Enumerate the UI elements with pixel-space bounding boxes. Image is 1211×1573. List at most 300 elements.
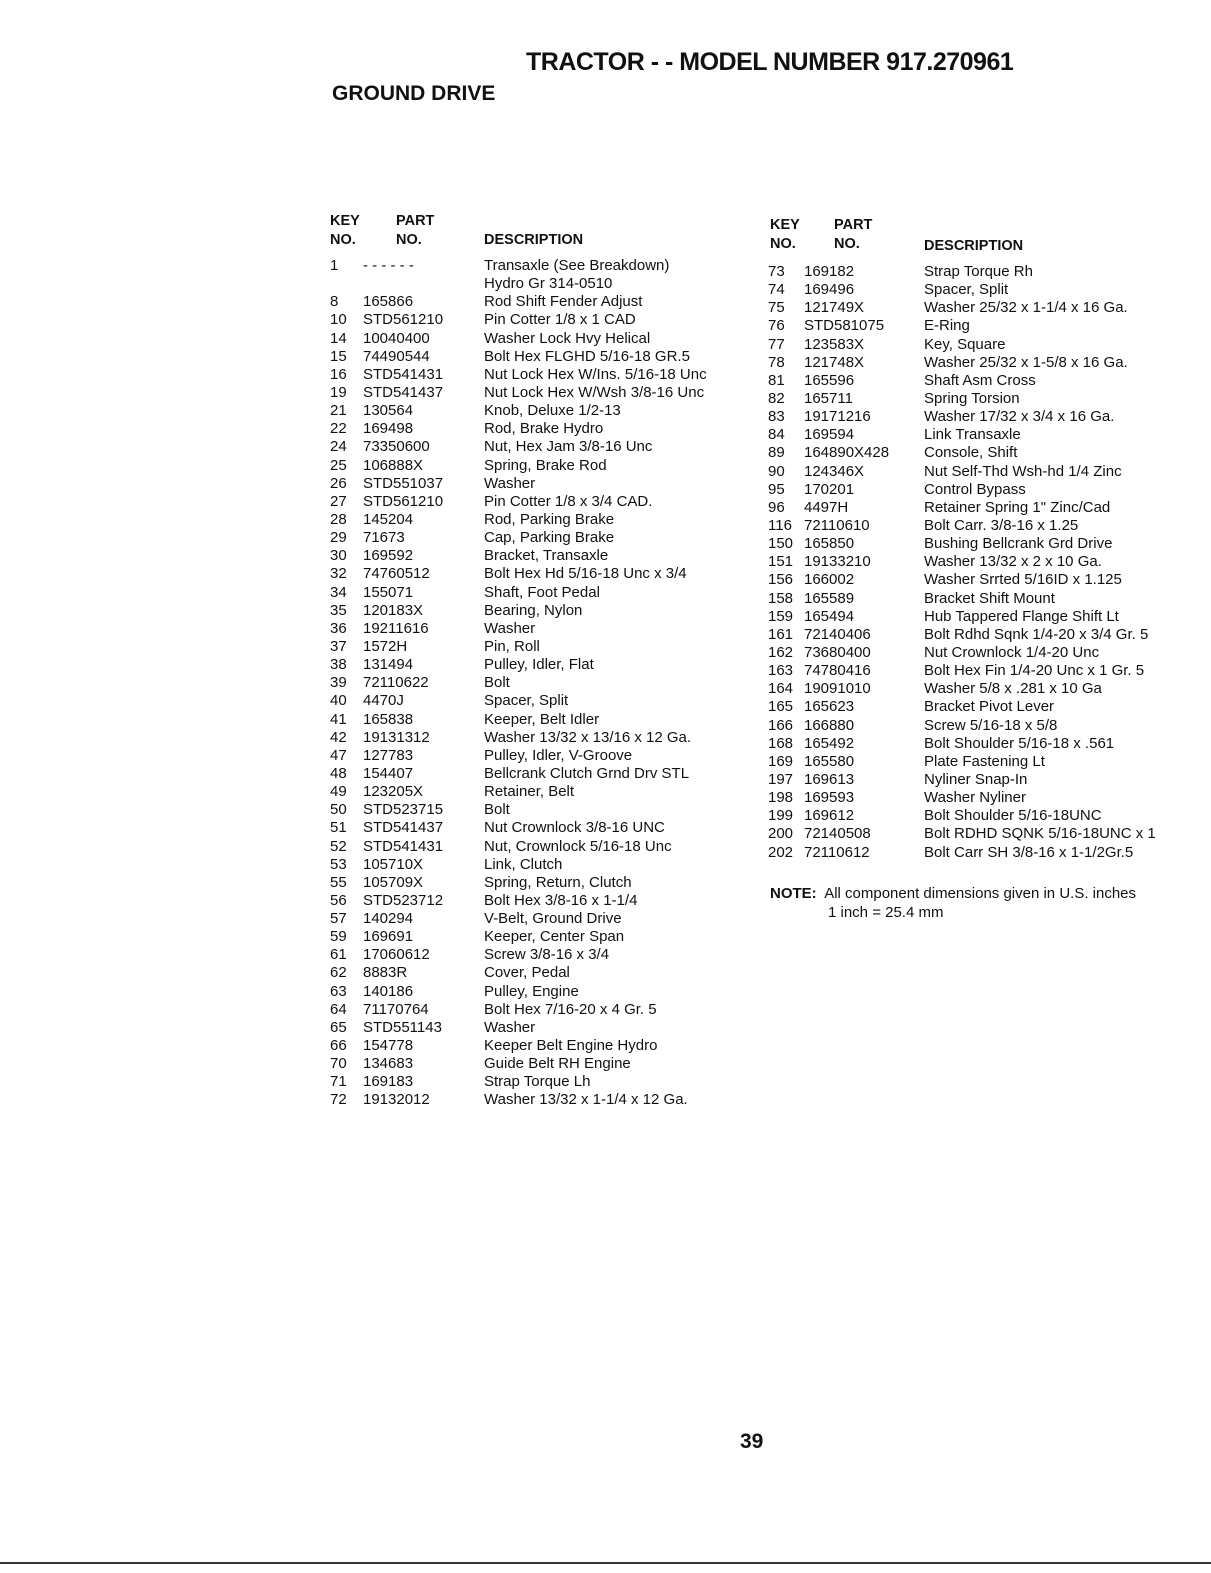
table-row [330,1091,750,1109]
key-no: 16 [330,365,347,383]
part-no: 169612 [804,807,855,825]
description: Cap, Parking Brake [484,529,615,547]
table-row [330,983,750,1001]
part-no: 165623 [804,698,855,716]
part-no: 17060612 [363,946,430,964]
part-no: 165580 [804,752,855,770]
table-row [330,493,750,511]
key-no: 10 [330,311,347,329]
part-no: 169613 [804,770,855,788]
right-description-header: DESCRIPTION [924,238,1024,254]
table-row [768,844,1208,862]
key-no: 74 [768,281,785,299]
table-row [768,771,1208,789]
description: Rod, Parking Brake [484,510,615,528]
table-row [330,874,750,892]
table-row [330,402,750,420]
description: Plate Fastening Lt [924,752,1045,770]
key-no: 57 [330,910,347,928]
description: Washer Lock Hvy Helical [484,329,651,347]
description: Spacer, Split [924,281,1009,299]
part-no: 169183 [363,1073,414,1091]
description: Nut Lock Hex W/Wsh 3/8-16 Unc [484,383,705,401]
table-row [330,1037,750,1055]
part-no: 140294 [363,910,414,928]
description: Washer Nyliner [924,789,1026,807]
part-no: STD541437 [363,819,444,837]
description: Key, Square [924,335,1006,353]
key-no: 64 [330,1000,347,1018]
part-no: 19171216 [804,408,871,426]
key-no: 26 [330,474,347,492]
description: V-Belt, Ground Drive [484,910,622,928]
key-no: 200 [768,825,794,843]
table-row [768,463,1208,481]
part-no: 123205X [363,783,424,801]
key-no: 41 [330,710,347,728]
table-row [768,698,1208,716]
part-no: 74760512 [363,565,430,583]
part-no: 154778 [363,1037,414,1055]
part-no: 127783 [363,746,414,764]
description: Hydro Gr 314-0510 [484,275,613,293]
part-no: 19133210 [804,553,871,571]
table-row [768,644,1208,662]
part-no: STD541431 [363,837,444,855]
key-no: 49 [330,783,347,801]
key-no: 28 [330,510,347,528]
table-row [768,408,1208,426]
table-row [768,535,1208,553]
key-no: 38 [330,656,347,674]
part-no: 134683 [363,1055,414,1073]
description: Spring, Brake Rod [484,456,607,474]
part-no: 165866 [363,293,414,311]
description: Bolt Rdhd Sqnk 1/4-20 x 3/4 Gr. 5 [924,625,1149,643]
part-no: 131494 [363,656,414,674]
key-no: 73 [768,263,785,280]
table-row [768,317,1208,335]
page-number: 39 [740,1430,764,1453]
description: Spring, Return, Clutch [484,873,632,891]
key-no: 161 [768,625,794,643]
table-row [768,263,1208,281]
part-no: - - - - - - [363,257,414,274]
table-row [330,1073,750,1091]
key-no: 95 [768,480,785,498]
key-no: 21 [330,402,347,420]
key-no: 14 [330,329,347,347]
key-no: 24 [330,438,347,456]
description: Pin Cotter 1/8 x 3/4 CAD. [484,492,653,510]
table-row [330,638,750,656]
part-no: 4470J [363,692,404,710]
key-no: 158 [768,589,794,607]
table-row [330,928,750,946]
part-no: 165589 [804,589,855,607]
table-row [330,838,750,856]
part-no: 169593 [804,789,855,807]
part-no: 72110612 [804,843,870,861]
description: Bolt Carr. 3/8-16 x 1.25 [924,516,1079,534]
key-no: 61 [330,946,347,964]
table-row [768,426,1208,444]
part-no: 105709X [363,873,424,891]
key-no: 50 [330,801,347,819]
description: Link, Clutch [484,855,563,873]
part-no: 10040400 [363,329,430,347]
part-no: 120183X [363,601,424,619]
part-no: STD523715 [363,801,444,819]
part-no: STD561210 [363,311,444,329]
table-row [330,910,750,928]
part-no: 19211616 [363,619,429,637]
description: Nut Crownlock 1/4-20 Unc [924,643,1100,661]
part-no: 72140406 [804,625,871,643]
part-no: STD523712 [363,891,444,909]
table-row [330,602,750,620]
part-no: STD541437 [363,383,444,401]
description: Keeper, Belt Idler [484,710,600,728]
part-no: STD541431 [363,365,444,383]
table-row [330,692,750,710]
description: Rod, Brake Hydro [484,420,604,438]
table-row [768,481,1208,499]
part-no: 165711 [804,389,853,407]
key-no: 84 [768,426,785,444]
description: Bracket Shift Mount [924,589,1055,607]
part-no: 165494 [804,607,855,625]
table-row [330,457,750,475]
table-row [330,438,750,456]
table-row [768,590,1208,608]
key-no: 76 [768,317,785,335]
part-no: STD561210 [363,492,444,510]
description: Strap Torque Lh [484,1073,591,1091]
table-row [330,384,750,402]
part-no: 166002 [804,571,855,589]
table-row [330,584,750,602]
part-no: 140186 [363,982,414,1000]
key-no: 8 [330,293,339,311]
table-row [768,626,1208,644]
description: Bolt Hex FLGHD 5/16-18 GR.5 [484,347,690,365]
description: Screw 3/8-16 x 3/4 [484,946,610,964]
description: Bolt Hex 3/8-16 x 1-1/4 [484,891,638,909]
part-no: 169592 [363,547,414,565]
part-no: 105710X [363,855,424,873]
part-no: 169496 [804,281,855,299]
key-header-bottom: NO. [770,236,796,252]
part-no: 165850 [804,535,855,553]
description: Nyliner Snap-In [924,770,1028,788]
table-row [330,511,750,529]
left-parts-list [330,257,750,1110]
part-no: 106888X [363,456,424,474]
key-header-top: KEY [330,213,360,229]
description: Pin, Roll [484,637,540,655]
table-row [768,372,1208,390]
key-no: 77 [768,335,785,353]
part-no: STD551037 [363,474,444,492]
part-header-bottom: NO. [396,232,422,248]
left-description-header: DESCRIPTION [484,232,584,248]
table-row [330,547,750,565]
description: Washer [484,474,536,492]
part-no: 145204 [363,510,414,528]
table-row [330,801,750,819]
part-no: 73350600 [363,438,430,456]
key-no: 34 [330,583,347,601]
key-no: 56 [330,891,347,909]
table-row [330,1019,750,1037]
description: Bolt Hex Fin 1/4-20 Unc x 1 Gr. 5 [924,662,1145,680]
table-row [768,299,1208,317]
description: Rod Shift Fender Adjust [484,293,643,311]
part-header-bottom: NO. [834,236,860,252]
key-no: 37 [330,637,347,655]
dimensions-note [770,884,1136,922]
key-no: 96 [768,498,785,516]
description: Knob, Deluxe 1/2-13 [484,402,621,420]
key-no: 47 [330,746,347,764]
key-no: 55 [330,873,347,891]
table-row [330,348,750,366]
key-no: 168 [768,734,794,752]
part-no: 4497H [804,498,849,516]
description: Washer 13/32 x 13/16 x 12 Ga. [484,728,692,746]
part-no: 121748X [804,353,865,371]
part-no: 1572H [363,637,408,655]
table-row [768,735,1208,753]
table-row [330,620,750,638]
key-header-bottom: NO. [330,232,356,248]
left-part-header [396,212,434,250]
key-no: 78 [768,353,785,371]
description: Bolt [484,674,510,692]
table-row [330,946,750,964]
note-label: NOTE: [770,885,817,902]
key-no: 40 [330,692,347,710]
key-no: 165 [768,698,794,716]
key-no: 169 [768,752,794,770]
part-no: 164890X428 [804,444,890,462]
table-row [768,662,1208,680]
description: Bolt Carr SH 3/8-16 x 1-1/2Gr.5 [924,843,1134,861]
right-parts-list [768,263,1208,862]
description: Bolt Hex Hd 5/16-18 Unc x 3/4 [484,565,687,583]
part-no: 166880 [804,716,855,734]
part-no: 72110610 [804,516,870,534]
key-no: 39 [330,674,347,692]
part-no: 73680400 [804,643,871,661]
table-row [330,330,750,348]
description: Pulley, Idler, V-Groove [484,746,633,764]
description: Washer 5/8 x .281 x 10 Ga [924,680,1102,698]
description: Washer 13/32 x 1-1/4 x 12 Ga. [484,1091,688,1109]
key-no: 71 [330,1073,347,1091]
description: Bolt RDHD SQNK 5/16-18UNC x 1 [924,825,1156,843]
key-no: 53 [330,855,347,873]
part-no: 154407 [363,764,414,782]
key-no: 1 [330,257,339,274]
table-row [330,275,750,293]
description: Cover, Pedal [484,964,570,982]
key-no: 59 [330,928,347,946]
part-no: 170201 [804,480,855,498]
key-no: 199 [768,807,794,825]
description: Pulley, Engine [484,982,579,1000]
key-no: 65 [330,1018,347,1036]
part-no: 165596 [804,371,855,389]
table-row [330,747,750,765]
description: Washer 25/32 x 1-5/8 x 16 Ga. [924,353,1128,371]
key-no: 75 [768,299,785,317]
description: Washer 17/32 x 3/4 x 16 Ga. [924,408,1115,426]
key-no: 150 [768,535,794,553]
table-row [768,281,1208,299]
part-header-top: PART [396,213,435,229]
description: Washer Srrted 5/16ID x 1.125 [924,571,1122,589]
table-row [330,366,750,384]
part-no: 8883R [363,964,408,982]
key-no: 51 [330,819,347,837]
table-row [768,499,1208,517]
key-no: 163 [768,662,794,680]
table-row [330,1001,750,1019]
description: Transaxle (See Breakdown) [484,257,670,274]
part-no: 169594 [804,426,855,444]
table-row [330,420,750,438]
description: Spring Torsion [924,389,1020,407]
key-header-top: KEY [770,217,800,233]
part-no: STD551143 [363,1018,442,1036]
part-no: 72110622 [363,674,429,692]
part-no: 124346X [804,462,865,480]
table-row [330,729,750,747]
key-no: 162 [768,643,794,661]
bottom-border [0,1562,1211,1564]
description: Bracket, Transaxle [484,547,609,565]
table-row [330,674,750,692]
table-row [330,964,750,982]
table-row [768,825,1208,843]
key-no: 159 [768,607,794,625]
description: Nut, Crownlock 5/16-18 Unc [484,837,672,855]
key-no: 90 [768,462,785,480]
table-row [330,819,750,837]
table-row [768,444,1208,462]
description: Retainer Spring 1" Zinc/Cad [924,498,1111,516]
table-row [330,475,750,493]
description: Bolt Shoulder 5/16-18 x .561 [924,734,1115,752]
table-row [330,293,750,311]
table-row [768,807,1208,825]
key-no: 70 [330,1055,347,1073]
description: Bolt Shoulder 5/16-18UNC [924,807,1102,825]
description: Bearing, Nylon [484,601,583,619]
key-no: 52 [330,837,347,855]
table-row [330,257,750,275]
part-no: 19131312 [363,728,430,746]
description: Nut Self-Thd Wsh-hd 1/4 Zinc [924,462,1122,480]
part-no: 71673 [363,529,405,547]
note-line1: All component dimensions given in U.S. inches [824,885,1137,902]
table-row [768,390,1208,408]
key-no: 151 [768,553,794,571]
key-no: 198 [768,789,794,807]
part-no: 74780416 [804,662,871,680]
part-no: 19132012 [363,1091,430,1109]
description: Pulley, Idler, Flat [484,656,594,674]
table-row [330,856,750,874]
description: Bushing Bellcrank Grd Drive [924,535,1113,553]
part-no: STD581075 [804,317,885,335]
key-no: 19 [330,383,347,401]
part-no: 130564 [363,402,414,420]
table-row [768,336,1208,354]
key-no: 22 [330,420,347,438]
table-row [768,517,1208,535]
table-row [768,553,1208,571]
key-no: 166 [768,716,794,734]
part-no: 165492 [804,734,855,752]
part-header-top: PART [834,217,873,233]
key-no: 72 [330,1091,347,1109]
part-no: 72140508 [804,825,871,843]
key-no: 29 [330,529,347,547]
part-no: 19091010 [804,680,871,698]
description: Nut Crownlock 3/8-16 UNC [484,819,665,837]
description: Strap Torque Rh [924,263,1033,280]
key-no: 66 [330,1037,347,1055]
key-no: 164 [768,680,794,698]
description: Hub Tappered Flange Shift Lt [924,607,1119,625]
table-row [330,311,750,329]
description: Washer [484,1018,536,1036]
description: Nut Lock Hex W/Ins. 5/16-18 Unc [484,365,707,383]
key-no: 116 [768,516,792,534]
key-no: 63 [330,982,347,1000]
description: Console, Shift [924,444,1018,462]
description: Bolt [484,801,510,819]
table-row [768,608,1208,626]
part-no: 71170764 [363,1000,429,1018]
table-row [768,680,1208,698]
description: Shaft Asm Cross [924,371,1036,389]
description: Guide Belt RH Engine [484,1055,631,1073]
part-no: 74490544 [363,347,430,365]
description: Bolt Hex 7/16-20 x 4 Gr. 5 [484,1000,657,1018]
part-no: 169498 [363,420,414,438]
key-no: 197 [768,770,794,788]
part-no: 169182 [804,263,855,280]
description: Bellcrank Clutch Grnd Drv STL [484,764,690,782]
key-no: 83 [768,408,785,426]
description: E-Ring [924,317,970,335]
part-no: 123583X [804,335,865,353]
left-key-header [330,212,360,250]
key-no: 156 [768,571,794,589]
table-row [768,717,1208,735]
key-no: 89 [768,444,785,462]
section-title: GROUND DRIVE [332,82,496,105]
description: Washer [484,619,536,637]
table-row [330,892,750,910]
description: Nut, Hex Jam 3/8-16 Unc [484,438,653,456]
key-no: 32 [330,565,347,583]
key-no: 62 [330,964,347,982]
